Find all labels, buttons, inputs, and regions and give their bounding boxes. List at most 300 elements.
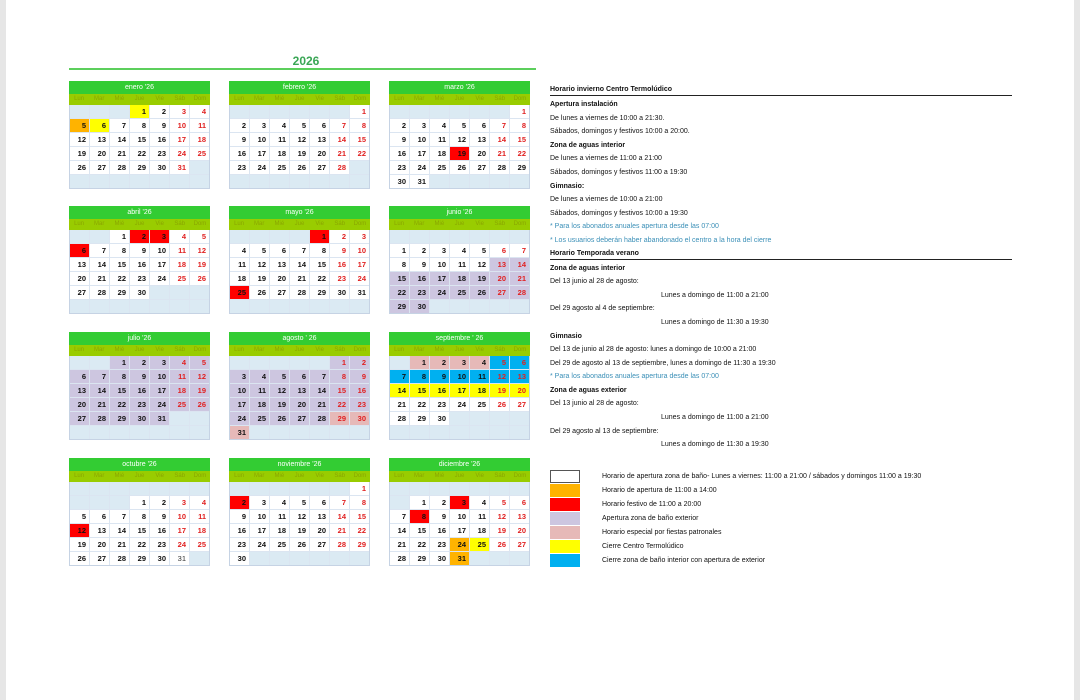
empty-day-cell: [410, 230, 429, 243]
day-cell: 31: [170, 552, 189, 565]
empty-day-cell: [190, 175, 209, 188]
page-title: 2026: [292, 54, 320, 68]
empty-day-cell: [270, 175, 289, 188]
empty-day-cell: [130, 175, 149, 188]
day-cell: 4: [470, 356, 489, 369]
day-cell: 28: [310, 412, 329, 425]
day-cell: 26: [250, 286, 269, 299]
empty-day-cell: [330, 426, 349, 439]
empty-day-cell: [430, 300, 449, 313]
day-cell: 9: [430, 370, 449, 383]
day-cell: 16: [230, 147, 249, 160]
weekday-label: Sáb: [174, 96, 186, 102]
weekday-header: [229, 471, 370, 482]
legend-swatch: [550, 484, 580, 497]
day-cell: 8: [130, 510, 149, 523]
weekday-label: Dom: [513, 221, 527, 227]
day-cell: 1: [510, 105, 529, 118]
day-cell: 24: [230, 412, 249, 425]
legend-item: [550, 525, 921, 539]
empty-day-cell: [250, 552, 269, 565]
weekday-label: Sáb: [494, 96, 506, 102]
empty-day-cell: [270, 230, 289, 243]
day-cell: 3: [150, 230, 169, 243]
weekday-label: Jue: [294, 96, 305, 102]
month-calendar: [229, 81, 370, 189]
empty-day-cell: [70, 496, 89, 509]
day-cell: 13: [90, 133, 109, 146]
day-cell: 21: [330, 524, 349, 537]
empty-day-cell: [410, 105, 429, 118]
day-cell: 3: [170, 105, 189, 118]
month-calendar: [69, 458, 210, 566]
month-title: febrero '26: [229, 81, 370, 94]
day-cell: 11: [470, 510, 489, 523]
weekday-label: Jue: [454, 221, 465, 227]
day-cell: 15: [310, 258, 329, 271]
day-cell: 14: [90, 384, 109, 397]
weekday-label: Lun: [394, 221, 405, 227]
day-cell: 28: [390, 412, 409, 425]
day-cell: 19: [490, 384, 509, 397]
empty-day-cell: [230, 482, 249, 495]
empty-day-cell: [350, 426, 369, 439]
day-cell: 31: [170, 161, 189, 174]
day-cell: 9: [150, 119, 169, 132]
day-cell: 15: [350, 510, 369, 523]
day-cell: 14: [330, 510, 349, 523]
day-cell: 22: [350, 147, 369, 160]
legend-label: Horario especial por fiestas patronales: [602, 528, 722, 536]
day-cell: 4: [450, 244, 469, 257]
day-cell: 18: [470, 524, 489, 537]
empty-day-cell: [250, 105, 269, 118]
weekday-label: Jue: [134, 221, 145, 227]
day-cell: 9: [130, 244, 149, 257]
empty-day-cell: [410, 426, 429, 439]
empty-day-cell: [90, 426, 109, 439]
day-cell: 20: [270, 272, 289, 285]
day-cell: 15: [410, 524, 429, 537]
empty-day-cell: [430, 482, 449, 495]
weekday-label: Mié: [274, 347, 285, 353]
weekday-label: Vie: [155, 347, 164, 353]
month-calendar: [229, 206, 370, 314]
empty-day-cell: [310, 300, 329, 313]
day-cell: 24: [350, 272, 369, 285]
summer-period: Del 29 agosto al 13 de septiembre:: [550, 427, 659, 435]
weekday-label: Vie: [315, 347, 324, 353]
day-cell: 6: [90, 119, 109, 132]
day-cell: 22: [390, 286, 409, 299]
month-title: mayo '26: [229, 206, 370, 219]
empty-day-cell: [470, 175, 489, 188]
day-cell: 5: [70, 510, 89, 523]
day-cell: 12: [70, 524, 89, 537]
weekday-label: Vie: [315, 221, 324, 227]
day-cell: 23: [390, 161, 409, 174]
month-title: abril '26: [69, 206, 210, 219]
day-cell: 1: [390, 244, 409, 257]
weekday-label: Dom: [353, 347, 367, 353]
day-cell: 22: [350, 524, 369, 537]
weekday-header: [389, 345, 530, 356]
summer-title: Horario Temporada verano: [550, 248, 1012, 260]
empty-day-cell: [490, 412, 509, 425]
day-cell: 20: [470, 147, 489, 160]
day-cell: 14: [290, 258, 309, 271]
weekday-header: [229, 345, 370, 356]
day-cell: 13: [490, 258, 509, 271]
weekday-label: Mar: [254, 347, 265, 353]
day-cell: 13: [90, 524, 109, 537]
day-cell: 7: [390, 370, 409, 383]
empty-day-cell: [90, 482, 109, 495]
day-cell: 9: [350, 370, 369, 383]
day-cell: 3: [350, 230, 369, 243]
empty-day-cell: [470, 412, 489, 425]
day-cell: 30: [130, 286, 149, 299]
empty-day-cell: [490, 105, 509, 118]
note: * Los usuarios deberán haber abandonado el centro a la hora del cierre: [550, 236, 772, 244]
empty-day-cell: [490, 230, 509, 243]
day-grid: [69, 356, 210, 440]
day-cell: 5: [470, 244, 489, 257]
empty-day-cell: [110, 496, 129, 509]
day-cell: 19: [450, 147, 469, 160]
day-cell: 21: [390, 538, 409, 551]
day-cell: 31: [450, 552, 469, 565]
weekday-label: Sáb: [174, 473, 186, 479]
empty-day-cell: [250, 175, 269, 188]
weekday-label: Lun: [394, 96, 405, 102]
day-cell: 10: [170, 510, 189, 523]
day-cell: 11: [430, 133, 449, 146]
weekday-label: Dom: [193, 347, 207, 353]
day-cell: 24: [250, 538, 269, 551]
empty-day-cell: [310, 105, 329, 118]
day-grid: [389, 105, 530, 189]
empty-day-cell: [490, 300, 509, 313]
day-cell: 11: [170, 244, 189, 257]
empty-day-cell: [510, 482, 529, 495]
weekday-label: Dom: [353, 473, 367, 479]
legend-label: Apertura zona de baño exterior: [602, 514, 699, 522]
day-cell: 7: [390, 510, 409, 523]
empty-day-cell: [470, 230, 489, 243]
empty-day-cell: [350, 175, 369, 188]
empty-day-cell: [310, 426, 329, 439]
weekday-label: Jue: [134, 96, 145, 102]
day-cell: 23: [430, 398, 449, 411]
empty-day-cell: [450, 300, 469, 313]
day-cell: 12: [490, 510, 509, 523]
weekday-label: Sáb: [494, 221, 506, 227]
weekday-label: Sáb: [334, 96, 346, 102]
day-cell: 12: [290, 133, 309, 146]
day-cell: 31: [350, 286, 369, 299]
empty-day-cell: [450, 426, 469, 439]
weekday-label: Mar: [254, 221, 265, 227]
day-cell: 21: [290, 272, 309, 285]
day-cell: 30: [230, 552, 249, 565]
day-cell: 10: [450, 510, 469, 523]
empty-day-cell: [170, 286, 189, 299]
month-title: diciembre '26: [389, 458, 530, 471]
day-cell: 12: [190, 244, 209, 257]
day-cell: 15: [130, 524, 149, 537]
legend-item: [550, 469, 921, 483]
day-cell: 20: [70, 398, 89, 411]
weekday-label: Mié: [434, 473, 445, 479]
day-cell: 10: [450, 370, 469, 383]
day-cell: 1: [110, 356, 129, 369]
day-cell: 14: [510, 258, 529, 271]
day-cell: 1: [330, 356, 349, 369]
day-cell: 26: [290, 538, 309, 551]
legend-item: [550, 497, 921, 511]
day-cell: 2: [430, 496, 449, 509]
weekday-header: [389, 94, 530, 105]
weekday-label: Jue: [294, 473, 305, 479]
empty-day-cell: [430, 175, 449, 188]
day-cell: 6: [310, 119, 329, 132]
day-cell: 11: [250, 384, 269, 397]
weekday-header: [229, 94, 370, 105]
weekday-label: Mié: [114, 96, 125, 102]
day-cell: 15: [330, 384, 349, 397]
weekday-label: Jue: [294, 221, 305, 227]
day-cell: 28: [110, 161, 129, 174]
day-cell: 10: [430, 258, 449, 271]
empty-day-cell: [450, 482, 469, 495]
empty-day-cell: [190, 482, 209, 495]
day-cell: 13: [310, 133, 329, 146]
weekday-label: Vie: [315, 96, 324, 102]
day-cell: 2: [390, 119, 409, 132]
empty-day-cell: [250, 482, 269, 495]
empty-day-cell: [350, 161, 369, 174]
day-cell: 29: [110, 286, 129, 299]
weekday-header: [229, 219, 370, 230]
empty-day-cell: [470, 482, 489, 495]
weekday-header: [69, 345, 210, 356]
weekday-label: Mar: [414, 473, 425, 479]
day-cell: 16: [150, 133, 169, 146]
day-cell: 15: [390, 272, 409, 285]
empty-day-cell: [130, 426, 149, 439]
schedule-info: [550, 84, 1020, 452]
weekday-label: Vie: [315, 473, 324, 479]
day-cell: 28: [510, 286, 529, 299]
empty-day-cell: [510, 300, 529, 313]
legend-item: [550, 511, 921, 525]
empty-day-cell: [490, 426, 509, 439]
summer-interior-title: Zona de aguas interior: [550, 264, 626, 272]
empty-day-cell: [110, 426, 129, 439]
weekday-label: Lun: [74, 221, 85, 227]
day-cell: 25: [190, 538, 209, 551]
day-cell: 25: [230, 286, 249, 299]
day-cell: 5: [490, 496, 509, 509]
day-cell: 18: [250, 398, 269, 411]
weekday-label: Dom: [193, 96, 207, 102]
month-calendar: [389, 332, 530, 440]
weekday-label: Jue: [454, 96, 465, 102]
day-cell: 2: [230, 119, 249, 132]
day-cell: 24: [170, 147, 189, 160]
day-cell: 19: [270, 398, 289, 411]
day-cell: 21: [90, 398, 109, 411]
day-cell: 12: [70, 133, 89, 146]
empty-day-cell: [270, 426, 289, 439]
day-cell: 6: [290, 370, 309, 383]
day-cell: 2: [130, 356, 149, 369]
weekday-header: [69, 471, 210, 482]
empty-day-cell: [390, 482, 409, 495]
empty-day-cell: [330, 105, 349, 118]
empty-day-cell: [290, 300, 309, 313]
weekday-label: Mié: [434, 96, 445, 102]
day-cell: 11: [170, 370, 189, 383]
apertura-line: Sábados, domingos y festivos 10:00 a 20:00.: [550, 128, 690, 136]
legend-swatch: [550, 526, 580, 539]
day-cell: 30: [390, 175, 409, 188]
day-cell: 20: [90, 147, 109, 160]
day-cell: 29: [350, 538, 369, 551]
day-cell: 7: [110, 510, 129, 523]
day-cell: 19: [70, 147, 89, 160]
weekday-label: Lun: [234, 221, 245, 227]
empty-day-cell: [110, 482, 129, 495]
day-cell: 26: [190, 272, 209, 285]
day-cell: 20: [510, 384, 529, 397]
day-cell: 22: [510, 147, 529, 160]
day-cell: 26: [490, 538, 509, 551]
weekday-label: Lun: [74, 96, 85, 102]
weekday-header: [69, 94, 210, 105]
empty-day-cell: [470, 426, 489, 439]
day-cell: 11: [190, 510, 209, 523]
day-cell: 4: [250, 370, 269, 383]
day-cell: 25: [270, 161, 289, 174]
day-cell: 1: [350, 105, 369, 118]
weekday-label: Vie: [475, 347, 484, 353]
empty-day-cell: [270, 482, 289, 495]
day-cell: 12: [470, 258, 489, 271]
day-cell: 4: [190, 105, 209, 118]
day-cell: 24: [150, 272, 169, 285]
day-cell: 25: [270, 538, 289, 551]
empty-day-cell: [90, 230, 109, 243]
day-cell: 20: [290, 398, 309, 411]
day-cell: 27: [510, 538, 529, 551]
empty-day-cell: [130, 482, 149, 495]
empty-day-cell: [190, 412, 209, 425]
empty-day-cell: [450, 412, 469, 425]
day-cell: 20: [310, 147, 329, 160]
day-cell: 17: [450, 524, 469, 537]
month-calendar: [69, 81, 210, 189]
day-cell: 9: [410, 258, 429, 271]
day-cell: 13: [510, 510, 529, 523]
empty-day-cell: [90, 356, 109, 369]
day-cell: 18: [170, 384, 189, 397]
empty-day-cell: [390, 105, 409, 118]
day-cell: 6: [470, 119, 489, 132]
day-cell: 5: [70, 119, 89, 132]
empty-day-cell: [110, 175, 129, 188]
day-cell: 14: [390, 384, 409, 397]
empty-day-cell: [110, 300, 129, 313]
weekday-label: Mar: [414, 221, 425, 227]
day-grid: [69, 230, 210, 314]
day-cell: 2: [430, 356, 449, 369]
day-cell: 26: [470, 286, 489, 299]
empty-day-cell: [330, 552, 349, 565]
day-cell: 23: [350, 398, 369, 411]
empty-day-cell: [70, 356, 89, 369]
document-page: [6, 0, 1074, 700]
day-cell: 12: [290, 510, 309, 523]
day-cell: 29: [410, 552, 429, 565]
day-cell: 27: [70, 286, 89, 299]
empty-day-cell: [450, 175, 469, 188]
weekday-label: Sáb: [334, 347, 346, 353]
empty-day-cell: [150, 426, 169, 439]
legend-label: Horario festivo de 11:00 a 20:00: [602, 500, 702, 508]
empty-day-cell: [430, 105, 449, 118]
empty-day-cell: [470, 552, 489, 565]
day-cell: 6: [70, 370, 89, 383]
weekday-label: Jue: [134, 347, 145, 353]
day-cell: 11: [190, 119, 209, 132]
month-calendar: [69, 332, 210, 440]
day-cell: 18: [270, 147, 289, 160]
day-cell: 27: [510, 398, 529, 411]
day-cell: 17: [410, 147, 429, 160]
day-cell: 13: [270, 258, 289, 271]
weekday-label: Mié: [434, 221, 445, 227]
empty-day-cell: [310, 552, 329, 565]
legend-label: Horario de apertura zona de baño- Lunes a viernes: 11:00 a 21:00 / sábados y domingos 11:00 a 19:30: [602, 472, 922, 480]
day-cell: 17: [170, 524, 189, 537]
day-cell: 14: [330, 133, 349, 146]
legend-swatch: [550, 512, 580, 525]
legend: [550, 469, 921, 567]
day-cell: 15: [130, 133, 149, 146]
weekday-label: Vie: [475, 473, 484, 479]
empty-day-cell: [490, 482, 509, 495]
day-cell: 28: [290, 286, 309, 299]
day-cell: 28: [390, 552, 409, 565]
weekday-label: Mar: [414, 96, 425, 102]
day-cell: 2: [230, 496, 249, 509]
empty-day-cell: [150, 482, 169, 495]
day-cell: 22: [410, 398, 429, 411]
day-grid: [389, 482, 530, 566]
empty-day-cell: [470, 300, 489, 313]
title-rule: [69, 68, 536, 70]
weekday-header: [69, 219, 210, 230]
day-cell: 16: [410, 272, 429, 285]
day-cell: 22: [410, 538, 429, 551]
empty-day-cell: [190, 286, 209, 299]
day-cell: 4: [170, 230, 189, 243]
day-cell: 25: [170, 272, 189, 285]
day-cell: 16: [130, 384, 149, 397]
empty-day-cell: [130, 300, 149, 313]
